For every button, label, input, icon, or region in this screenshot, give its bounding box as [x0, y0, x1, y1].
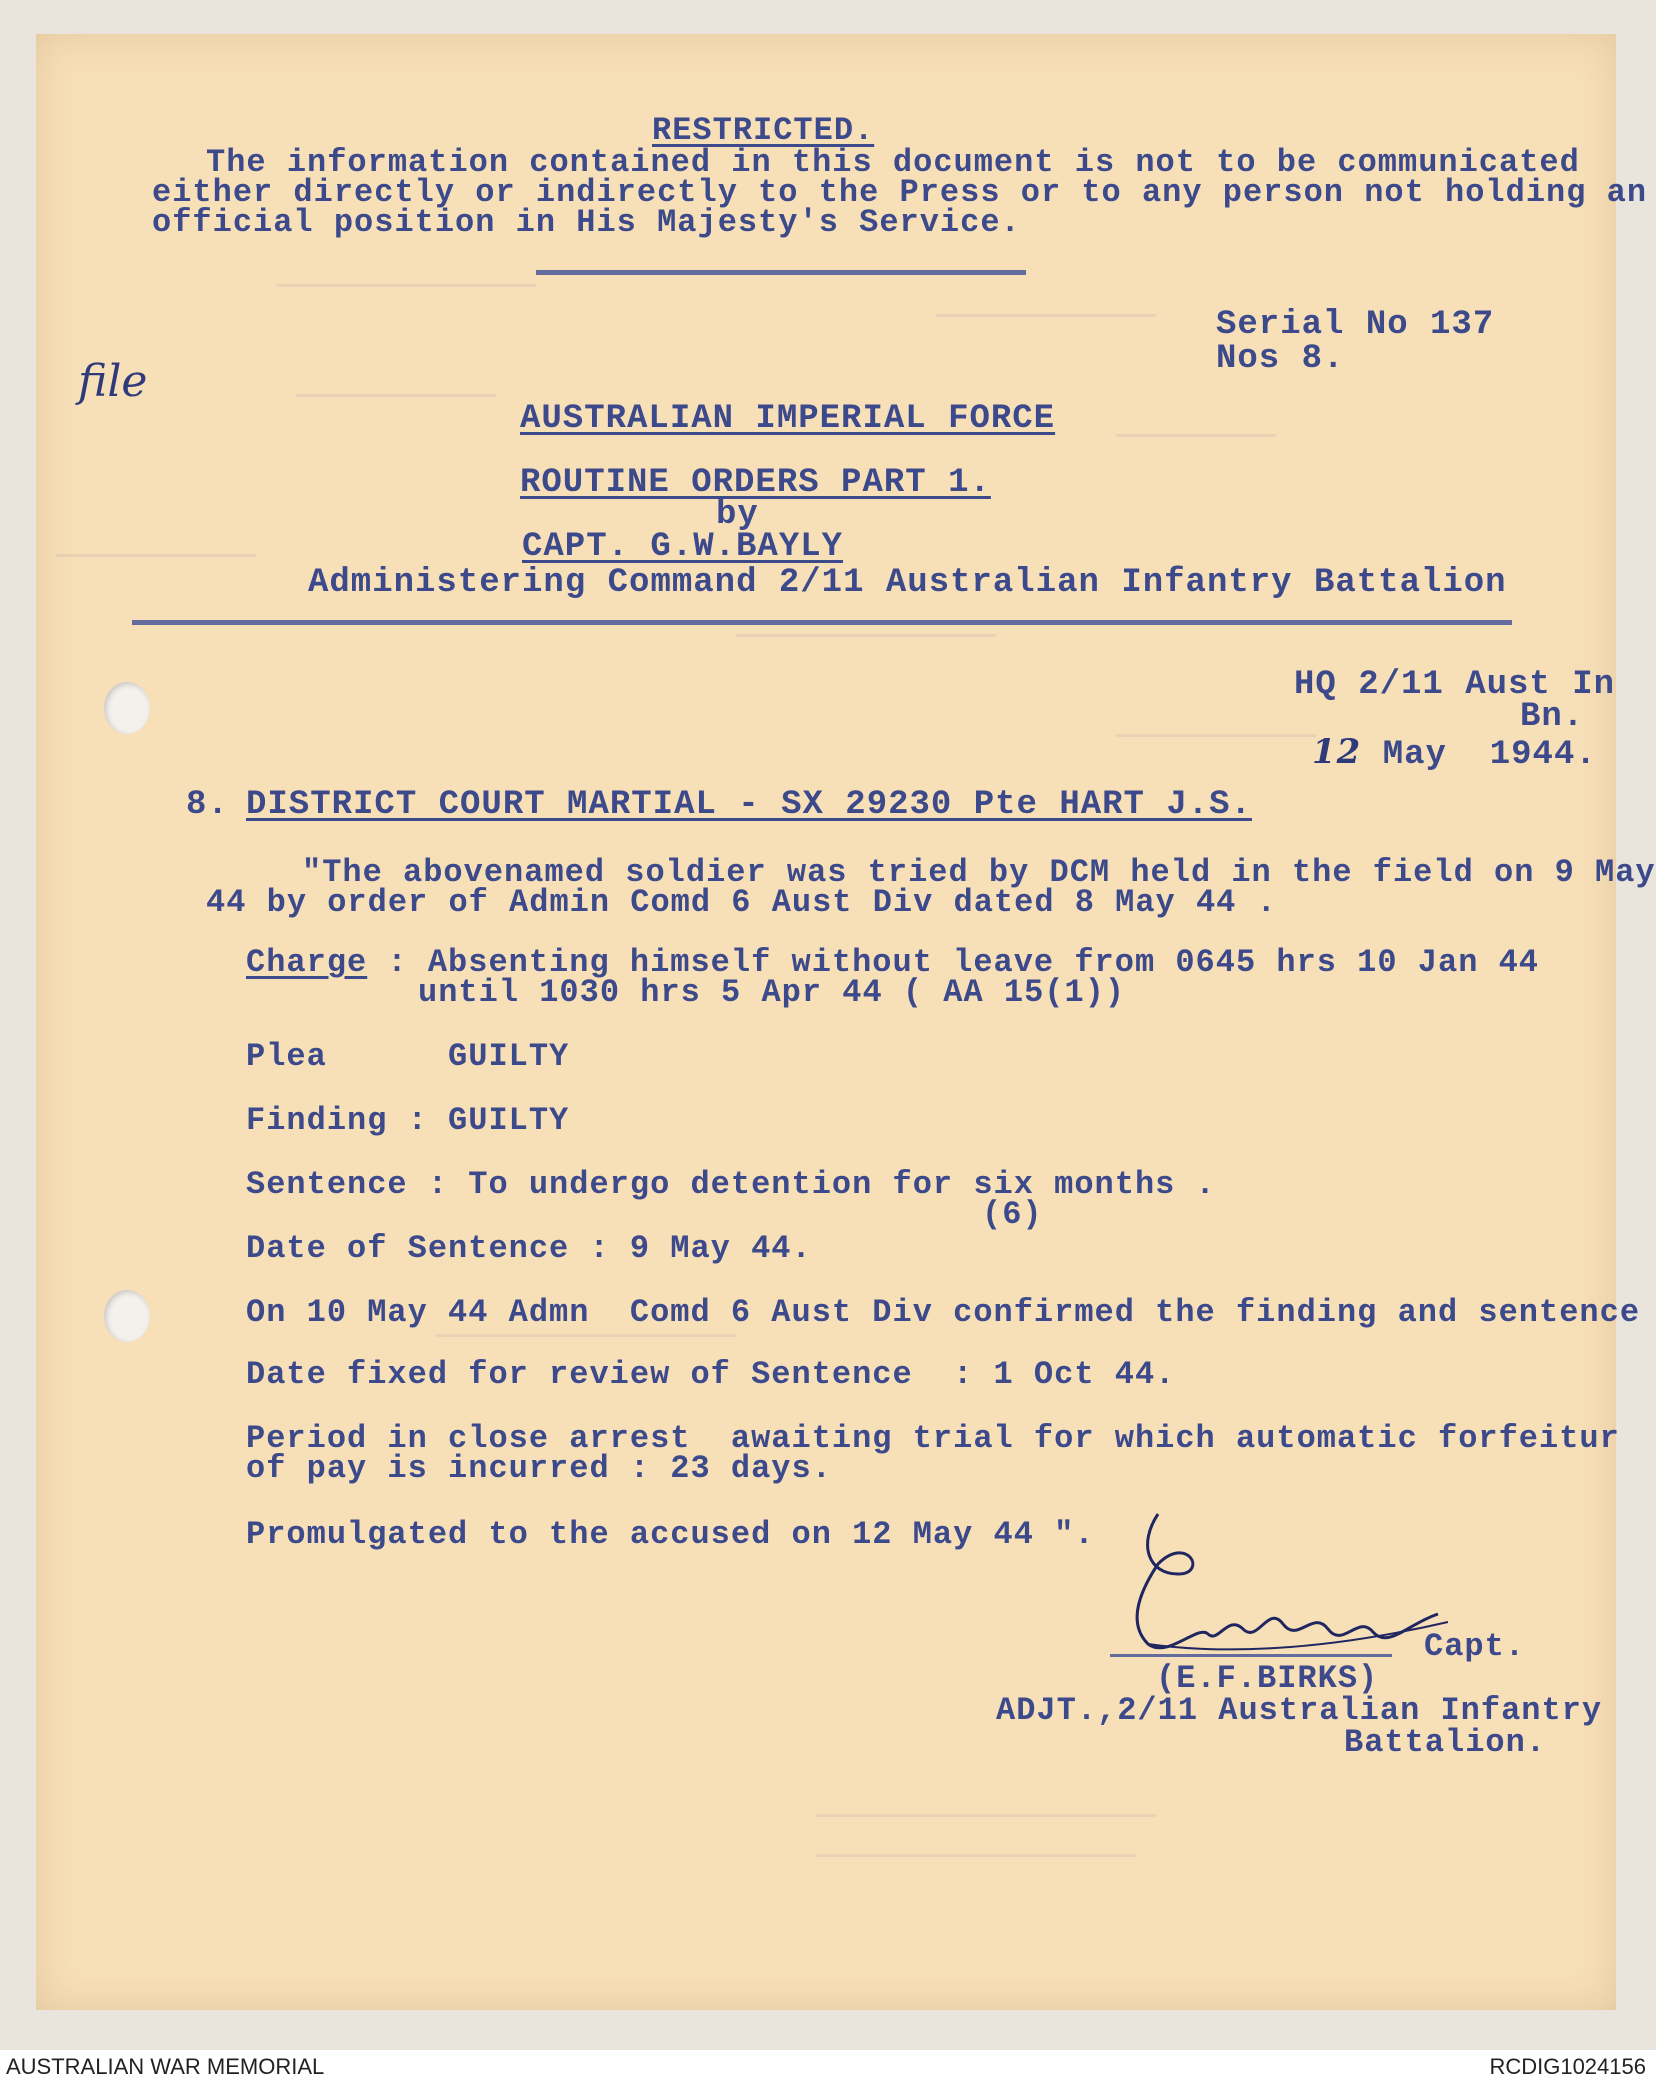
serial-item-numbers: Nos 8.: [1216, 340, 1345, 378]
document-page: [36, 34, 1656, 2010]
signatory-name: (E.F.BIRKS): [1156, 1660, 1379, 1697]
signature-line: [1110, 1654, 1392, 1657]
charge-text: : Absenting himself without leave from 0645 hrs 10 Jan 44: [367, 944, 1539, 981]
handwritten-signature: [1118, 1504, 1458, 1684]
confirmation-line: On 10 May 44 Admn Comd 6 Aust Div confirmed the finding and sentence: [246, 1294, 1641, 1331]
punch-hole-bottom: [104, 1290, 150, 1342]
trial-intro-line-2: 44 by order of Admin Comd 6 Aust Div dated 8 May 44 .: [206, 884, 1277, 921]
unit-line-2: Bn.: [1520, 698, 1585, 736]
date-day-handwritten: 12: [1312, 732, 1362, 772]
force-title: AUSTRALIAN IMPERIAL FORCE: [520, 400, 1056, 438]
routine-orders-title: ROUTINE ORDERS PART 1.: [520, 464, 991, 502]
date-of-sentence-line: Date of Sentence : 9 May 44.: [246, 1230, 812, 1267]
restricted-heading: RESTRICTED.: [652, 112, 875, 149]
command-line: Administering Command 2/11 Australian Infantry Battalion: [308, 564, 1507, 602]
footer-record-id: RCDIG1024156: [1489, 2054, 1646, 2079]
title-divider: [132, 620, 1512, 625]
restricted-notice-line-1: The information contained in this document is not to be communicated: [206, 144, 1580, 181]
serial-number: Serial No 137: [1216, 306, 1495, 344]
restricted-notice-line-2: either directly or indirectly to the Press or to any person not holding an: [152, 174, 1648, 211]
close-arrest-line-1: Period in close arrest awaiting trial for which automatic forfeitur: [246, 1420, 1620, 1457]
footer-archive-name: AUSTRALIAN WAR MEMORIAL: [6, 2054, 325, 2079]
charge-label: Charge: [246, 944, 368, 981]
item-number: 8.: [186, 786, 229, 824]
signatory-title-line-2: Battalion.: [1344, 1724, 1547, 1761]
charge-line-2: until 1030 hrs 5 Apr 44 ( AA 15(1)): [418, 974, 1126, 1011]
sentence-line: Sentence : To undergo detention for six months .: [246, 1166, 1216, 1203]
review-date-line: Date fixed for review of Sentence : 1 Oct 44.: [246, 1356, 1176, 1393]
unit-line-1: HQ 2/11 Aust In: [1294, 666, 1616, 704]
sentence-number: (6): [982, 1196, 1043, 1233]
header-divider: [536, 270, 1026, 275]
item-heading: DISTRICT COURT MARTIAL - SX 29230 Pte HART J.S.: [246, 786, 1252, 824]
by-label: by: [716, 496, 759, 534]
trial-intro-line-1: "The abovenamed soldier was tried by DCM held in the field on 9 May: [302, 854, 1656, 891]
finding-line: Finding : GUILTY: [246, 1102, 570, 1139]
plea-line: Plea GUILTY: [246, 1038, 570, 1075]
punch-hole-top: [104, 682, 150, 734]
close-arrest-line-2: of pay is incurred : 23 days.: [246, 1450, 832, 1487]
promulgation-line: Promulgated to the accused on 12 May 44 ".: [246, 1516, 1095, 1553]
margin-handwritten-note: file: [78, 356, 148, 407]
officer-name: CAPT. G.W.BAYLY: [522, 528, 844, 566]
date-month-year: May 1944.: [1361, 736, 1597, 774]
restricted-notice-line-3: official position in His Majesty's Service.: [152, 204, 1021, 241]
order-date: [1312, 732, 1597, 774]
signatory-title-line-1: ADJT.,2/11 Australian Infantry: [996, 1692, 1603, 1729]
signatory-rank: Capt.: [1424, 1628, 1526, 1665]
